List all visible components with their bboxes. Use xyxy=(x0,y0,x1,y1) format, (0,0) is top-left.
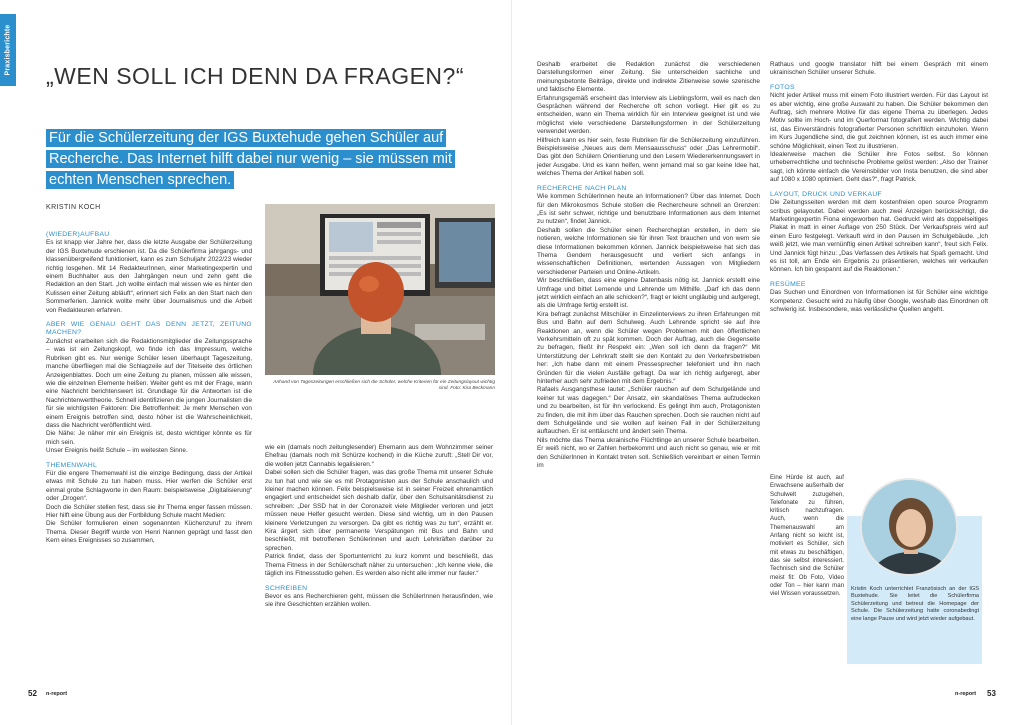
paragraph: Dabei sollen sich die Schüler fragen, was das große Thema mit unserer Schule zu tun hat und wie sie es mit Protagonisten aus der Schule anschaulich und kleiner machen können. Felix beispielsweise ist in seiner Freizeit ehrenamtlich engagiert und entscheidet sich deshalb dafür, über den Schulsanitätsdienst zu schreiben: „Der SSD hat in der Coronazeit viele Mitglieder verloren und jetzt müssen neue Helfer gesucht werden. Diese sind wichtig, um in den Pausen kleinere Verletzungen zu versorgen. Da gibt es richtig was zu tun“, erzählt er. Kira ärgert sich über permanente Verspätungen mit Bus und Bahn und beschließt, mit betroffenen Schülerinnen und auch Lehrkräften darüber zu sprechen. xyxy=(265,469,493,552)
paragraph: Doch die Schüler stellen fest, dass sie ihr Thema enger fassen müssen. Hier hilft eine Übung aus der Fortbildung Schule macht Medien: xyxy=(46,503,252,519)
subheading: SCHREIBEN xyxy=(265,584,308,592)
paragraph: Wie kommen SchülerInnen heute an Informationen? Über das Internet. Doch für den Mikrokosmos Schule stoßen die Rechercheure schnell an Grenzen: „Es ist sehr schwer, richtige und benutzbare Informationen aus dem Internet zu nutzen“, findet Jannick. xyxy=(537,193,760,226)
article-title: „WEN SOLL ICH DENN DA FRAGEN?“ xyxy=(46,63,464,89)
paragraph: Die Schüler formulieren einen sogenannten Küchenzuruf zu ihrem Thema. Dieser Begriff wurde von Henri Nannen geprägt und fasst den Kern eines Ereignisses so zusammen, xyxy=(46,520,252,545)
paragraph: Für die engere Themenwahl ist die einzige Bedingung, dass der Artikel etwas mit Schule zu tun haben muss. Hier werfen die Schüler erst einmal grobe Schlagworte in den Raum: beispielsweise „Digitalisierung“ oder „Drogen“. xyxy=(46,469,252,503)
page-number-right: 53 xyxy=(987,689,996,698)
paragraph: Das Suchen und Einordnen von Informationen ist für Schüler eine wichtige Kompetenz. Gesucht wird zu häufig über Google, weshalb das Einordnen oft schwierig ist. Insbesondere, was verlässliche Quellen angeht. xyxy=(770,289,988,313)
paragraph: wie ein (damals noch zeitunglesender) Ehemann aus dem Wohnzimmer seiner Ehefrau (damals noch mit Schürze kochend) in die Küche zuruft: „Stell Dir vor, die wollen jetzt Cannabis legalisieren.“ xyxy=(265,444,493,468)
paragraph: Eine Hürde ist auch, auf Erwachsene außerhalb der Schulwelt zuzugehen, Telefonate zu führen, kritisch nachzufragen. Auch, wenn die Themenauswahl am Anfang nicht so leicht ist, motiviert es Schüler, sich mit etwas zu beschäftigen, das sie selbst interessiert. Technisch sind die Schüler meist fit: Ob Foto, Video oder Ton – hier kann man viel Wissen voraussetzen. xyxy=(770,474,844,598)
footer-label-left: n-report xyxy=(46,691,68,697)
paragraph: Die Zeitungsseiten werden mit dem kostenfreien open source Programm scribus gelayoutet. Dabei werden auch zwei Anzeigen berücksichtigt, die Marketingexpertin Fiona eingeworben hat. Gedruckt wird als doppelseitiges Plakat in matt in einer Auflage von 250 Stück. Der Verkaufspreis wird auf einen Euro festgelegt. Verkauft wird in den Pausen im Schulgebäude. „Ich weiß jetzt, wie man vernünftig einen Artikel schreiben kann“, freut sich Felix. Und Jannick fügt hinzu: „Das Verfassen des Artikels hat Spaß gemacht. Und es ist toll, am Ende ein Ergebnis zu präsentieren, welches wir verkaufen können. Ich bin gespannt auf die Reaktionen.“ xyxy=(770,199,988,274)
subheading: RECHERCHE NACH PLAN xyxy=(537,184,627,192)
column-4-narrow xyxy=(770,474,844,684)
paragraph: Unser Ereignis heißt Schule – im weitesten Sinne. xyxy=(46,447,188,455)
paragraph: Bevor es ans Recherchieren geht, müssen die SchülerInnen herausfinden, wie sie ihre Geschichten erzählen wollen. xyxy=(265,592,493,609)
paragraph: Zunächst erarbeiten sich die Redaktionsmitglieder die Zeitungssprache – was ist ein Zeitungskopf, wo finde ich das Impressum, welche Rubriken gibt es. Nur wenige Schüler lesen überhaupt Tageszeitung, manche überfliegen mal die Schlagzeile auf der Titelseite des örtlichen Anzeigenblattes. Doch um eine Zeitung zu planen, müssen alle wissen, wie die einzelnen Elemente heißen. Weiter geht es mit der Frage, wann eine Nachricht berichtenswert ist. Grundlage für die Antworten ist die Nachrichtenwerttheorie. Schnell identifizieren die jungen Journalisten die für sie wichtigsten Faktoren: Die Betroffenheit: Je mehr Menschen von einem Ereignis betroffen sind, desto höher ist die Wahrscheinlichkeit, dass die Nachricht veröffentlicht wird. xyxy=(46,337,252,429)
classroom-photo xyxy=(265,204,495,375)
paragraph: Wir beschließen, dass eine eigene Datenbasis nötig ist. Jannick erstellt eine Umfrage und bittet Lernende und Lehrende um Mithilfe. „Darf ich das denn jetzt wirklich einfach an alle schicken?“, fragt er leicht ungläubig und aufgeregt, als die Umfrage fertig erstellt ist. xyxy=(537,277,760,310)
subheading: FOTOS xyxy=(770,83,795,91)
subheading: RESÜMEE xyxy=(770,280,806,288)
author-bio: Kristin Koch unterrichtet Französisch an der IGS Buxtehude. Sie leitet die Schülerfirma Schülerzeitung und betreut die Homepage der Schule. Die Schülerzeitung hatte coronabedingt eine lange Pause und wird jetzt wieder aufgebaut. xyxy=(851,586,979,622)
article-lead: Für die Schülerzeitung der IGS Buxtehude gehen Schüler auf Recherche. Das Internet hilft dabei nur wenig – sie müssen mit echten Menschen sprechen. xyxy=(46,128,476,191)
column-3 xyxy=(537,61,760,686)
author-name: KRISTIN KOCH xyxy=(46,204,101,211)
paragraph: Hilfreich kann es hier sein, feste Rubriken für die Schülerzeitung einzuführen. Beispielsweise „Neues aus dem Mensaausschuss“ oder „Das Lehrermobil“. Das gibt den Schülern Orientierung und den Lesern Wiedererkennungswert in jeder Ausgabe. Und es kann helfen, wenn jemand mal so gar keine Idee hat, welches Thema der Artikel haben soll. xyxy=(537,136,760,178)
subheading: THEMENWAHL xyxy=(46,461,98,469)
paragraph: Deshalb erarbeitet die Redaktion zunächst die verschiedenen Darstellungsformen einer Zeitung. Sie unterscheiden sachliche und meinungsbetonte Beiträge, direkte und indirekte Zitierweise sowie szenische und faktische Elemente. xyxy=(537,61,760,94)
paragraph: Nicht jeder Artikel muss mit einem Foto illustriert werden. Für das Layout ist es aber wichtig, eine große Auswahl zu haben. Die Schüler bekommen den Auftrag, sich mehrere Motive für das eigene Thema zu überlegen. Jedes Motiv sollte im Hoch- und im Querformat fotografiert werden. Wichtig dabei ist, das Einverständnis fotografierter Personen schriftlich einzuholen. Wenn im Kurs Jugendliche sind, die gut zeichnen können, ist es auch immer eine schöne Möglichkeit, einen Text zu illustrieren. xyxy=(770,92,988,150)
paragraph: Rafaels Ausgangsthese lautet: „Schüler rauchen auf dem Schulgelände und keiner tut was dagegen.“ Der Ansatz, ein skandalöses Thema aufzudecken und zu bearbeiten, ist für ihn verlockend. Es gelingt ihm auch, Protagonisten zu finden, die mit ihm über das Rauchen sprechen. Doch sie rauchen nicht auf dem Schulgelände und sie wollen auf keinen Fall in der Schülerzeitung auftauchen. Er ist enttäuscht und ändert sein Thema. xyxy=(537,386,760,436)
photo-illustration xyxy=(265,204,495,375)
paragraph: Nils möchte das Thema ukrainische Flüchtlinge an unserer Schule bearbeiten. Er weiß nicht, wo er Zahlen herbekommt und auch nicht so genau, wie er mit den SchülerInnen in Kontakt treten soll. Schließlich vereinbart er einen Termin im xyxy=(537,436,760,470)
subheading: ABER WIE GENAU GEHT DAS DENN JETZT, ZEITUNG MACHEN? xyxy=(46,321,252,337)
paragraph: Kira befragt zunächst Mitschüler in Einzelinterviews zu ihren Erfahrungen mit Bus und Bahn auf dem Schulweg. Auch Lehrende spricht sie auf ihre Reaktionen an, wenn die Schüler wegen Problemen mit den öffentlichen Verkehrsmitteln oft zu spät kommen. Doch der Auftrag, auch die Gegenseite zu befragen, fließt ihr Respekt ein: „Wen soll ich denn da fragen?“ Mit Unterstützung der Lehrkraft stellt sie den Kontakt zu den Verkehrsbetrieben her: „Ich habe dann mit einem Pressesprecher telefoniert und ihn nach Gründen für die vielen Ausfälle gefragt. Da war ich richtig aufgeregt, aber hinterher auch sehr zufrieden mit dem Ergebnis.“ xyxy=(537,310,760,386)
author-portrait xyxy=(860,478,958,576)
page-number-left: 52 xyxy=(28,689,37,698)
paragraph: Deshalb sollen die Schüler einen Rechercheplan erstellen, in dem sie notieren, welche Informationen sie für ihren Text brauchen und von wem sie diese Informationen bekommen können. Jannick beispielsweise hat sich das Thema Gendern herausgesucht und verliert sich anfangs in wissenschaftlichen Definitionen, wertenden Aussagen von Mitgliedern verschiedener Parteien und Online-Artikeln. xyxy=(537,226,760,276)
paragraph: Die Nähe: Je näher mir ein Ereignis ist, desto wichtiger könnte es für mich sein. xyxy=(46,430,252,446)
section-tab: Praxisberichte xyxy=(0,14,16,86)
column-4 xyxy=(770,61,988,471)
column-1 xyxy=(46,231,252,686)
subheading: LAYOUT, DRUCK UND VERKAUF xyxy=(770,190,882,198)
footer-label-right: n-report xyxy=(955,691,977,697)
portrait-illustration xyxy=(862,480,958,576)
subheading: (WIEDER)AUFBAU xyxy=(46,231,110,238)
photo-caption: Anhand von Tageszeitungen erschließen sich die Schüler, welche Kriterien für ein Zeitungslayout wichtig sind. Foto: Kira Beckmann xyxy=(273,380,495,391)
paragraph: Idealerweise machen die Schüler ihre Fotos selbst. So können urheberrechtliche und technische Probleme gelöst werden: „Also der Trainer sagt, ich könnte einfach die Vereinsbilder von Insta benutzen, die sind aber auf 1080 x 1080 optimiert. Geht das?“, fragt Patrick. xyxy=(770,151,988,184)
column-2 xyxy=(265,444,493,684)
paragraph: Erfahrungsgemäß erscheint das Interview als Lieblingsform, weil es nach den Gesprächen während der Recherche oft schon vorliegt. Hier gilt es zu entscheiden, wann ein Thema wirklich für ein Interview geeignet ist und wie möglichst viele verschiedene Darstellungsformen in der Schülerzeitung verwendet werden. xyxy=(537,94,760,136)
paragraph: Patrick findet, dass der Sportunterricht zu kurz kommt und beschließt, das Thema Fitness in der Schülerschaft näher zu untersuchen: „Ich kenne viele, die täglich ins Fitnessstudio gehen. Es werden also nicht alle immer nur fauler.“ xyxy=(265,553,493,578)
paragraph: Rathaus und google translator hilft bei einem Gespräch mit einem ukrainischen Schüler unserer Schule. xyxy=(770,61,988,77)
paragraph: Es ist knapp vier Jahre her, dass die letzte Ausgabe der Schülerzeitung der IGS Buxtehude erschienen ist. Da die Schülerfirma jahrgangs- und klassenübergreifend funktioniert, kann es zum Schuljahr 2022/23 wieder richtig losgehen. Mit 14 RedakteurInnen, einer Marketingexpertin und einem Buchhalter aus den Jahrgängen neun und zehn geht die Redaktion an den Start. „Ich wollte einfach mal wissen wie es hinter den Kulissen einer Zeitung abläuft“, erinnert sich Felix an den Start nach den Sommerferien. Jannick wollte mehr über Journalismus und die Arbeit von Redakteuren erfahren. xyxy=(46,239,252,314)
